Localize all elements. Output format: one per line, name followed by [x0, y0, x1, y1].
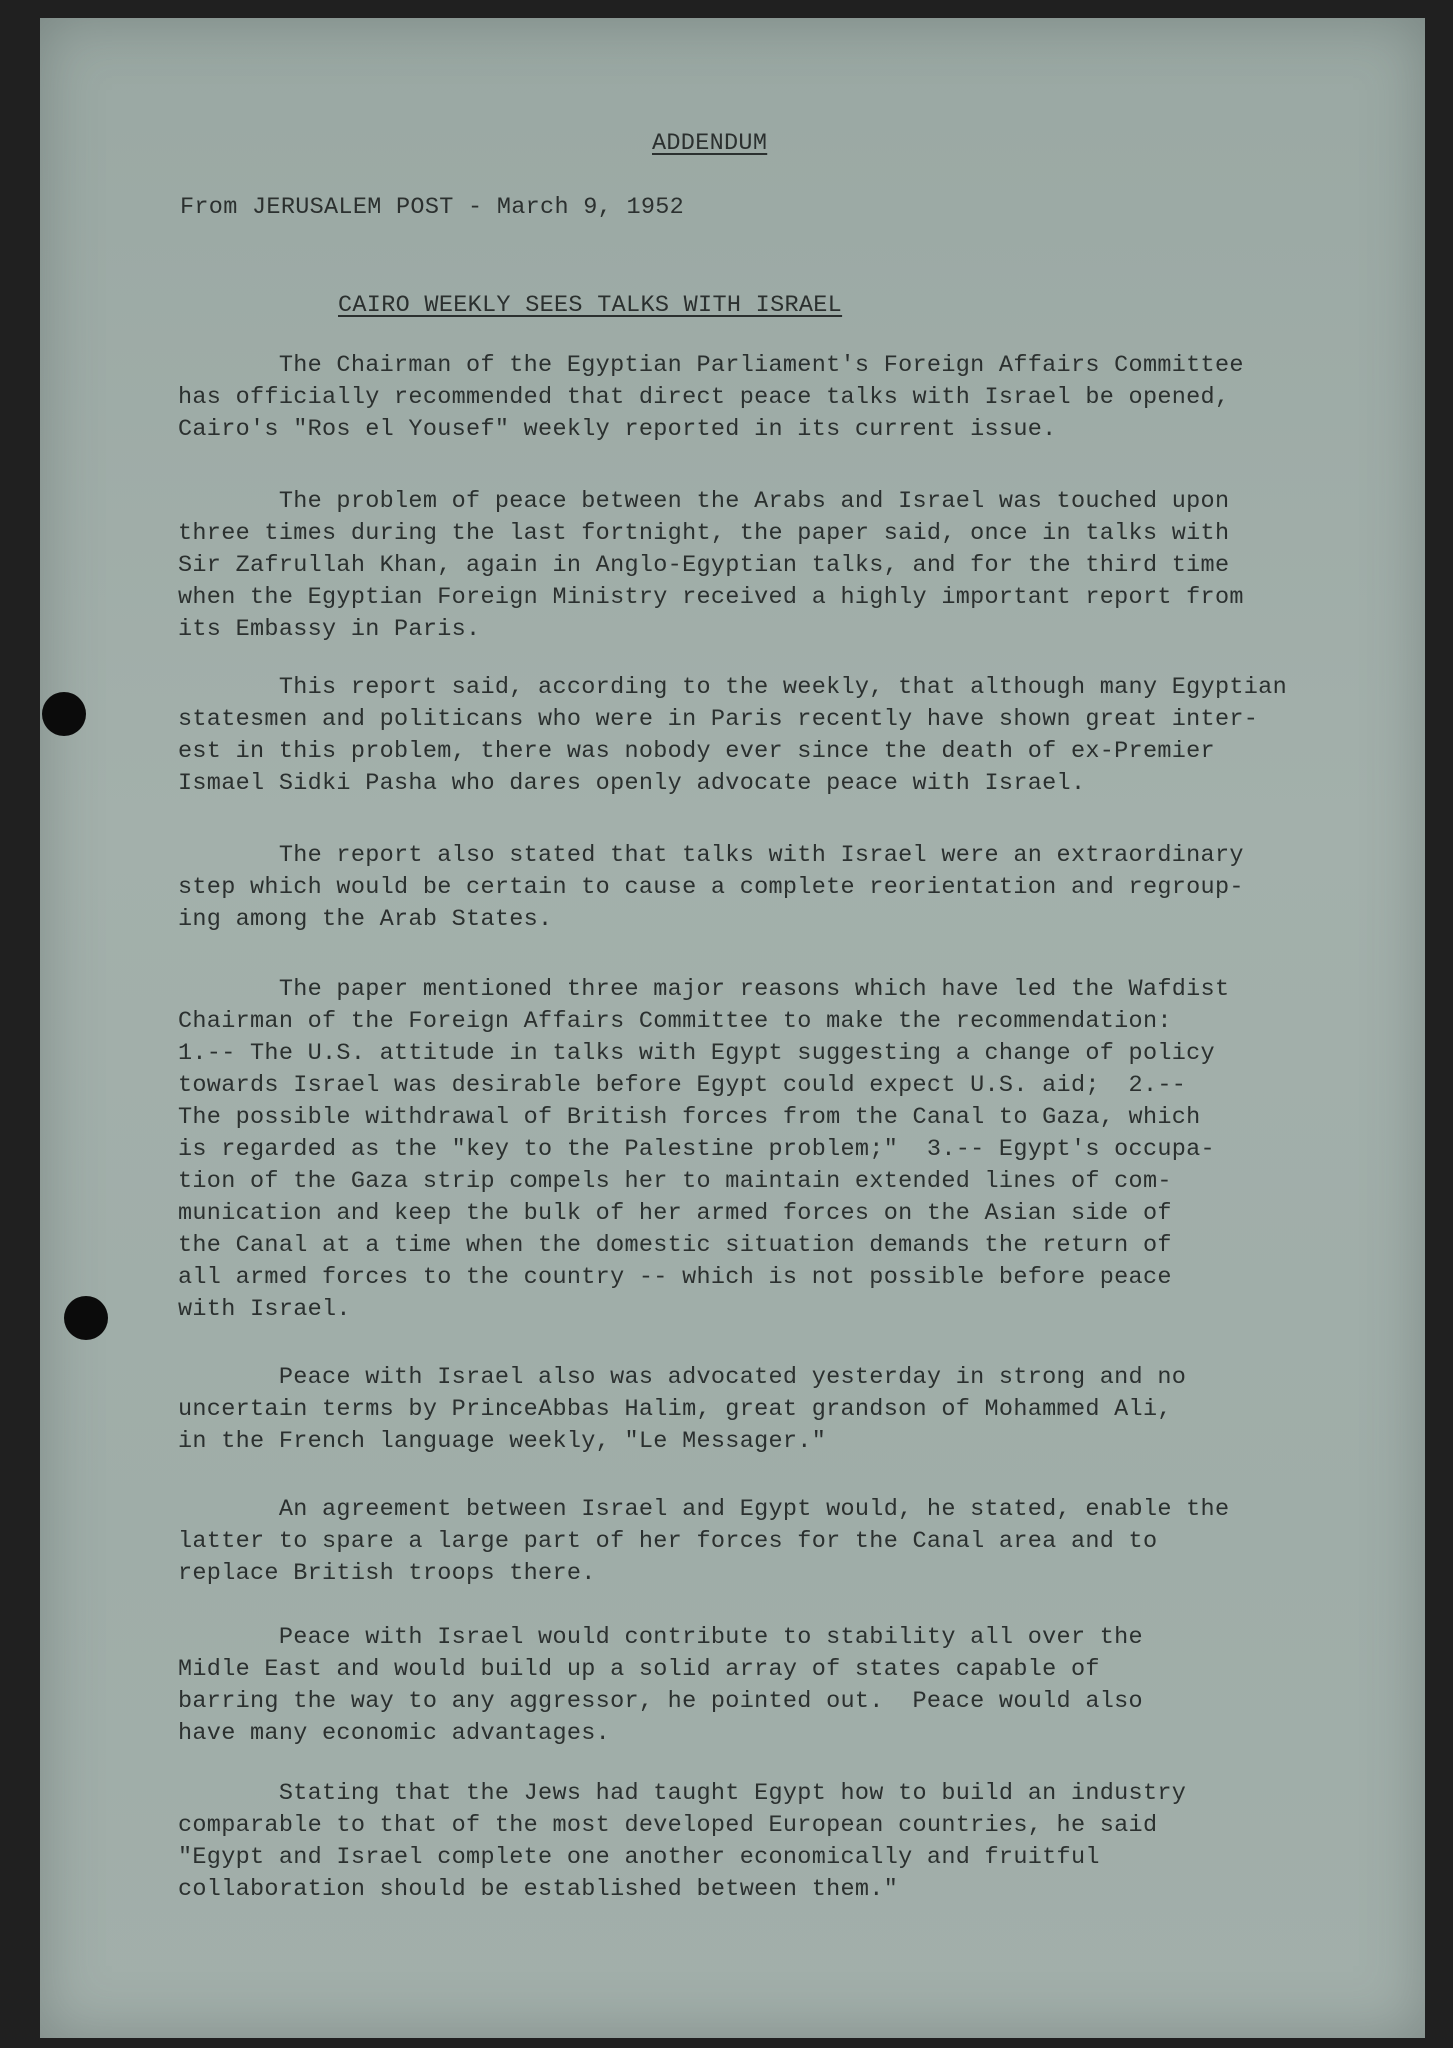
paragraph: The paper mentioned three major reasons which have led the Wafdist Chairman of the Foreign Affairs Committee to make the recommendation: 1.-- The U.S. attitude in talks with Egypt suggesting a change of policy towards Israel was desirable before Egypt could expect U.S. aid; 2.-- The possible withdrawal of British forces from the Canal to Gaza, which is regarded as the "key to the Palestine problem;" 3.-- Egypt's occupa- tion of the Gaza strip compels her to maintain extended lines of com- munication and keep the bulk of her armed forces on the Asian side of the Canal at a time when the domestic situation demands the return of all armed forces to the country -- which is not possible before peace with Israel. [178, 976, 1230, 1323]
paragraph: An agreement between Israel and Egypt would, he stated, enable the latter to spare a large part of her forces for the Canal area and to replace British troops there. [178, 1496, 1230, 1587]
paragraph: The report also stated that talks with Israel were an extraordinary step which would be certain to cause a complete reorientation and regroup- ing among the Arab States. [178, 842, 1244, 933]
document-title: ADDENDUM [652, 130, 768, 157]
paragraph: Stating that the Jews had taught Egypt how to build an industry comparable to that of the most developed European countries, he said "Egypt and Israel complete one another economically and fruitful collaboration should be established between them." [178, 1780, 1187, 1903]
paragraph: The Chairman of the Egyptian Parliament's Foreign Affairs Committee has officially recommended that direct peace talks with Israel be opened, Cairo's "Ros el Yousef" weekly reported in its current issue. [178, 352, 1244, 443]
punch-hole [42, 692, 86, 736]
paragraph: This report said, according to the weekly, that although many Egyptian statesmen and politicans who were in Paris recently have shown great inter- est in this problem, there was nobody ever since the death of ex-Premier Ismael Sidki Pasha who dares openly advocate peace with Israel. [178, 674, 1287, 797]
paragraph: Peace with Israel would contribute to stability all over the Midle East and would build up a solid array of states capable of barring the way to any aggressor, he pointed out. Peace would also have many economic advantages. [178, 1624, 1143, 1747]
paragraph: Peace with Israel also was advocated yesterday in strong and no uncertain terms by PrinceAbbas Halim, great grandson of Mohammed Ali, in the French language weekly, "Le Messager." [178, 1364, 1187, 1455]
article-headline: CAIRO WEEKLY SEES TALKS WITH ISRAEL [338, 292, 843, 319]
source-line: From JERUSALEM POST - March 9, 1952 [180, 194, 685, 221]
punch-hole [64, 1296, 108, 1340]
paragraph: The problem of peace between the Arabs and Israel was touched upon three times during the last fortnight, the paper said, once in talks with Sir Zafrullah Khan, again in Anglo-Egyptian talks, and for the third time when the Egyptian Foreign Ministry received a highly important report from its Embassy in Paris. [178, 488, 1244, 643]
